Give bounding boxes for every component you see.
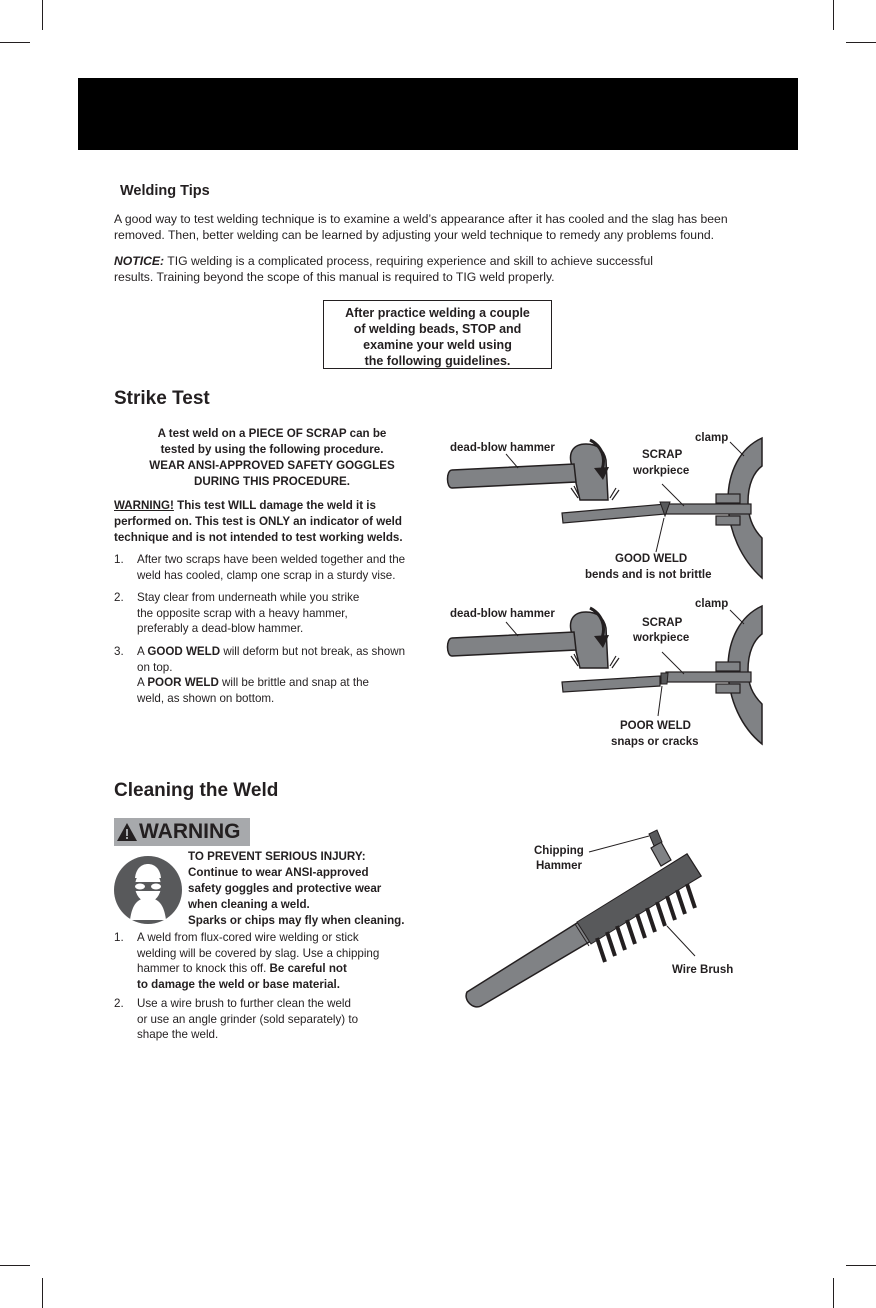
warning-banner-text: WARNING bbox=[139, 820, 241, 843]
result-sublabel: bends and is not brittle bbox=[585, 569, 712, 581]
welding-tips-heading: Welding Tips bbox=[120, 183, 210, 199]
crop-mark bbox=[846, 1265, 876, 1266]
header-bar bbox=[78, 78, 798, 150]
injury-line: safety goggles and protective wear bbox=[188, 882, 382, 895]
welding-tips-intro bbox=[114, 211, 764, 243]
crop-mark bbox=[42, 1278, 43, 1308]
callout-line: After practice welding a couple bbox=[345, 306, 530, 320]
poor-weld-term: POOR WELD bbox=[147, 676, 219, 690]
workpiece-label: workpiece bbox=[633, 465, 690, 477]
caution-text: Be careful not bbox=[269, 962, 347, 976]
intro-line: WEAR ANSI-APPROVED SAFETY GOGGLES bbox=[149, 459, 395, 472]
injury-line: Continue to wear ANSI-approved bbox=[188, 866, 369, 879]
step-text: hammer to knock this off. bbox=[137, 962, 270, 976]
warning-text: performed on. This test is ONLY an indicator of weld bbox=[114, 515, 402, 528]
weld-bead bbox=[661, 673, 668, 684]
hammer-handle bbox=[448, 632, 577, 656]
safety-goggles-icon bbox=[114, 856, 182, 924]
cleaning-step-1 bbox=[114, 930, 444, 992]
leader-line bbox=[656, 518, 664, 552]
hammer-handle bbox=[448, 464, 577, 488]
workpiece-label: workpiece bbox=[633, 632, 690, 644]
warning-triangle-icon bbox=[116, 821, 138, 843]
practice-callout-box bbox=[323, 300, 552, 369]
step-number: 2. bbox=[114, 997, 124, 1010]
step-text: will be brittle and snap at the bbox=[218, 676, 369, 690]
clamped-scrap bbox=[666, 672, 751, 682]
callout-line: of welding beads, STOP and bbox=[353, 322, 522, 336]
step-text: A bbox=[137, 676, 148, 690]
clamped-scrap bbox=[666, 504, 751, 514]
step-text: A bbox=[137, 645, 148, 658]
brush-head bbox=[577, 854, 701, 944]
hammer-label: dead-blow hammer bbox=[450, 608, 555, 620]
injury-line: Sparks or chips may fly when cleaning. bbox=[188, 914, 405, 927]
step-text: weld, as shown on bottom. bbox=[137, 691, 275, 705]
leader-line bbox=[730, 442, 744, 456]
step-text: weld has cooled, clamp one scrap in a sturdy vise. bbox=[137, 568, 396, 582]
leader-line bbox=[730, 610, 744, 624]
step-number: 2. bbox=[114, 591, 124, 604]
good-weld-term: GOOD WELD bbox=[147, 645, 221, 658]
warning-text: technique and is not intended to test working welds. bbox=[114, 531, 403, 544]
step-text: the opposite scrap with a heavy hammer, bbox=[137, 606, 348, 620]
intro-line: A test weld on a PIECE OF SCRAP can be bbox=[157, 427, 387, 440]
step-text: welding will be covered by slag. Use a chipping bbox=[137, 946, 380, 960]
leader-line bbox=[662, 652, 684, 674]
strike-test-step-2 bbox=[114, 590, 444, 637]
strike-test-title: Strike Test bbox=[114, 388, 210, 409]
crop-mark bbox=[833, 1278, 834, 1308]
intro-line: tested by using the following procedure. bbox=[160, 443, 384, 456]
injury-line: TO PREVENT SERIOUS INJURY: bbox=[188, 850, 366, 863]
intro-line: DURING THIS PROCEDURE. bbox=[194, 475, 350, 488]
good-weld-figure bbox=[440, 420, 770, 586]
step-text: A weld from flux-cored wire welding or stick bbox=[137, 931, 359, 944]
warning-banner bbox=[114, 818, 250, 846]
chipping-label: Chipping bbox=[534, 845, 584, 857]
result-label: GOOD WELD bbox=[615, 553, 688, 565]
strike-test-warning bbox=[114, 498, 444, 546]
step-text: shape the weld. bbox=[137, 1028, 219, 1042]
leader-line bbox=[667, 926, 695, 956]
crop-mark bbox=[0, 1265, 30, 1266]
step-number: 3. bbox=[114, 645, 124, 658]
struck-scrap bbox=[562, 504, 666, 523]
crop-mark bbox=[42, 0, 43, 30]
caution-text: to damage the weld or base material. bbox=[137, 977, 340, 991]
leader-line bbox=[506, 622, 518, 636]
leader-line bbox=[506, 454, 518, 468]
result-sublabel: snaps or cracks bbox=[611, 736, 699, 748]
leader-line bbox=[589, 836, 649, 852]
scrap-label: SCRAP bbox=[642, 617, 683, 629]
notice-text: TIG welding is a complicated process, requiring experience and skill to achieve successful bbox=[164, 254, 653, 268]
step-text: Use a wire brush to further clean the weld bbox=[137, 997, 351, 1010]
notice-label: NOTICE: bbox=[114, 254, 165, 268]
strike-test-step-3 bbox=[114, 644, 444, 706]
step-number: 1. bbox=[114, 931, 124, 944]
crop-mark bbox=[846, 42, 876, 43]
clamp-jaw bbox=[716, 516, 740, 525]
clamp-label: clamp bbox=[695, 432, 729, 444]
warning-text: This test WILL damage the weld it is bbox=[173, 499, 376, 512]
hammer-label: dead-blow hammer bbox=[450, 442, 555, 454]
injury-prevention-text bbox=[188, 849, 405, 929]
injury-line: when cleaning a weld. bbox=[188, 898, 310, 911]
step-number: 1. bbox=[114, 553, 124, 566]
result-label: POOR WELD bbox=[620, 720, 691, 732]
cleaning-title: Cleaning the Weld bbox=[114, 780, 279, 801]
broken-scrap bbox=[562, 676, 660, 692]
intro-line: A good way to test welding technique is to examine a weld’s appearance after it has cooled and the slag has been bbox=[114, 212, 728, 226]
chipping-hammer-figure bbox=[455, 820, 755, 1010]
notice-paragraph bbox=[114, 253, 764, 285]
step-text: preferably a dead-blow hammer. bbox=[137, 622, 304, 636]
scrap-label: SCRAP bbox=[642, 449, 683, 461]
notice-text: results. Training beyond the scope of this manual is required to TIG weld properly. bbox=[114, 270, 555, 284]
crop-mark bbox=[833, 0, 834, 30]
clamp-jaw bbox=[716, 662, 740, 671]
clamp-jaw bbox=[716, 494, 740, 503]
strike-test-step-1 bbox=[114, 552, 444, 583]
intro-line: removed. Then, better welding can be learned by adjusting your weld technique to remedy any problems found. bbox=[114, 228, 715, 242]
step-text: Stay clear from underneath while you strike bbox=[137, 591, 360, 604]
cleaning-step-2 bbox=[114, 996, 444, 1043]
step-text: on top. bbox=[137, 660, 173, 674]
callout-line: the following guidelines. bbox=[364, 354, 511, 368]
step-text: After two scraps have been welded together and the bbox=[137, 553, 406, 566]
strike-test-intro bbox=[114, 426, 430, 490]
clamp-jaw bbox=[716, 684, 740, 693]
callout-line: examine your weld using bbox=[363, 338, 512, 352]
crop-mark bbox=[0, 42, 30, 43]
warning-label: WARNING! bbox=[114, 499, 174, 512]
chipping-hammer-label: Hammer bbox=[536, 860, 583, 872]
clamp-label: clamp bbox=[695, 598, 729, 610]
leader-line bbox=[658, 686, 662, 716]
poor-weld-figure bbox=[440, 588, 770, 750]
wire-brush-label: Wire Brush bbox=[672, 964, 734, 976]
step-text: will deform but not break, as shown bbox=[220, 645, 406, 658]
step-text: or use an angle grinder (sold separately) to bbox=[137, 1012, 359, 1026]
